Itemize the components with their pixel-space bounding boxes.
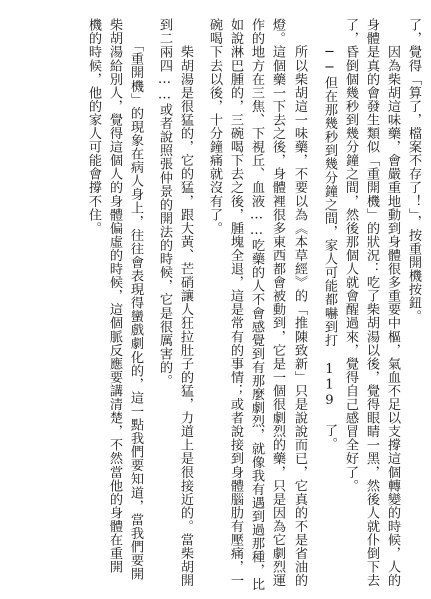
text-column-8: 作的地方在三焦、下視丘、血液……吃藥的人不會感覺到有那麼劇烈，就像我有遇到過那種，比	[249, 18, 264, 591]
text-column-7: 燈。這個藥一下去之後，身體裡很多東西都會被動到，它是一個很劇烈的藥，只是因為它劇烈運	[270, 18, 285, 588]
text-column-6: 所以柴胡這一味藥，不要以為《本草經》的「推陳致新」只是說說而已，它真的不是省油的	[292, 18, 307, 588]
text-column-11: 柴胡湯是很猛的，它的猛，跟大黃、芒硝讓人狂拉肚子的猛，力道上是很接近的。當柴胡開	[178, 18, 193, 588]
text-column-9: 如說淋巴腫的，三碗喝下去之後，腫塊全退，這是常有的事情；或者說接到身體腦肋有壓痛，一	[228, 18, 243, 588]
text-column-5: ──但在那幾秒到幾分鐘之間，家人可能都嚇到打 119 了。	[322, 18, 337, 451]
text-column-2: 因為柴胡這味藥，會嚴重地動到身體很多重要中樞，氣血不足以支撐這個轉變的時候，人的	[385, 18, 400, 588]
text-column-12: 到二兩四……或者說照張仲景的開法的時候，它是很厲害的。	[157, 18, 172, 388]
text-column-10: 碗喝下去以後，十分鐘痛就沒有了。	[207, 18, 222, 235]
text-column-13: 「重開機」的現象在病人身上，往往會表現得蠻戲劇化的，這一點我們要知道，當我們要開	[128, 18, 143, 581]
text-column-14: 柴胡湯給別人，覺得這個人的身體偏虛的時候，這個脈反應要講清楚，不然當他的身體在重開	[107, 18, 122, 574]
text-column-4: 了，昏倒個幾秒到幾分鐘之間，然後那個人就會醒過來，覺得自己感冒全好了。	[343, 18, 358, 493]
text-column-15: 機的時候，他的家人可能會撐不住。	[86, 18, 101, 235]
text-column-1: 了，覺得「算了，檔案不存了！」，按重開機按鈕。	[406, 18, 421, 324]
text-column-3: 身體是真的會發生類似「重開機」的狀況：吃了柴胡湯以後，覺得眼睛一黑，然後人就仆倒下去	[364, 18, 379, 588]
